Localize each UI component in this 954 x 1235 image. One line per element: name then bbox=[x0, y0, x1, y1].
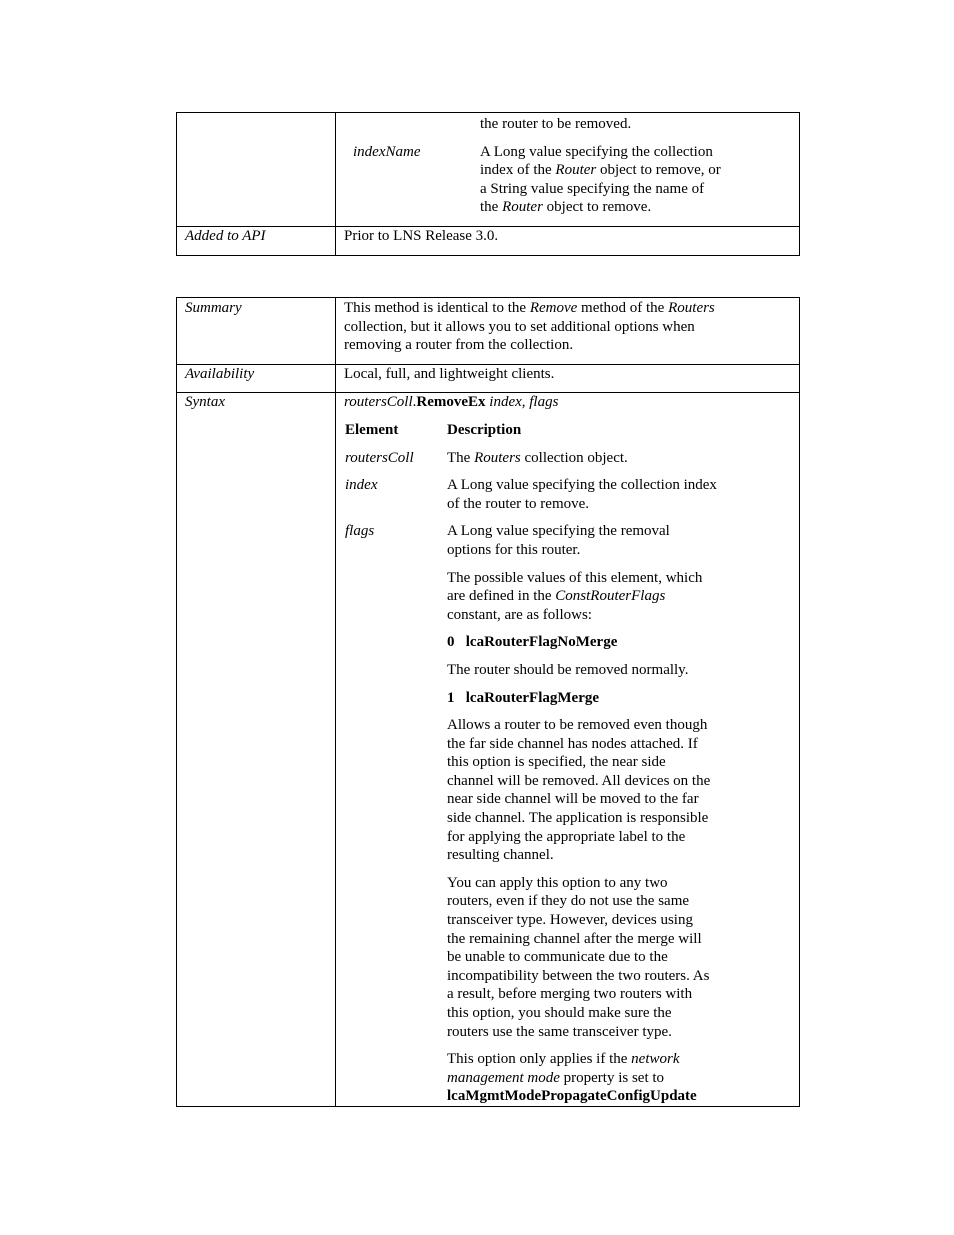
flag-0-heading: 0 lcaRouterFlagNoMerge bbox=[447, 634, 618, 651]
element-row-flags bbox=[336, 522, 791, 1106]
availability-text: Local, full, and lightweight clients. bbox=[344, 365, 555, 382]
flag-1-compatibility-note: You can apply this option to any two routers, even if they do not use the same transceiver type. However, devices using the remaining channel after the merge will be unable to communicate due to the incompatibility between the two routers. As a result, before merging two routers with this option, you should make sure the routers use the same transceiver type. bbox=[447, 874, 710, 1040]
method-table bbox=[176, 297, 800, 1107]
row-value: Prior to LNS Release 3.0. bbox=[344, 227, 499, 244]
flag-1-heading: 1 lcaRouterFlagMerge bbox=[447, 689, 600, 706]
summary-text: This method is identical to the Remove method of the Routers collection, but it allows you to set additional options when removing a router from the collection. bbox=[344, 300, 715, 354]
row-label-empty bbox=[177, 113, 336, 226]
element-row-routerscoll bbox=[336, 449, 791, 468]
element-name: indexName bbox=[353, 143, 421, 160]
flag-0-description: The router should be removed normally. bbox=[447, 661, 689, 678]
flag-1-mode-note: This option only applies if the network management mode property is set to lcaMgmtModePropagateConfigUpdate bbox=[447, 1051, 697, 1105]
element-description: A Long value specifying the collection index of the router to remove. bbox=[447, 477, 717, 512]
element-row-indexname bbox=[336, 143, 799, 217]
syntax-content bbox=[336, 393, 799, 1106]
row-label: Availability bbox=[177, 365, 336, 393]
parameter-table-continued bbox=[176, 112, 800, 256]
element-description: A Long value specifying the removal options for this router. The possible values of this element, which are defined in the ConstRouterFlags constant, are as follows: 0 lcaRouterFlagNoMerge The router should be removed normally. 1 lcaRouterFlagMerge Allows a router to be removed even though the far side channel has nodes attached. If this option is specified, the near side channel will be removed. All devices on the near side channel will be moved to the far side channel. The application is responsible for applying the appropriate label to the resulting channel. You can apply this option to any two routers, even if they do not use the same transceiver type. However, devices using the remaining channel after the merge will be unable to communicate due to the incompatibility between the two routers. As a result, before merging two routers with this option, you should make sure the routers use the same transceiver type. This option only applies if the network management mode property is set to lcaMgmtModePropagateConfigUpdate bbox=[447, 522, 791, 1106]
flag-1-description: Allows a router to be removed even though the far side channel has nodes attached. If this option is specified, the near side channel will be removed. All devices on the near side channel will be moved to the far side channel. The application is responsible for applying the appropriate label to the resulting channel. bbox=[447, 717, 711, 864]
element-header-row bbox=[336, 421, 791, 440]
row-label: Summary bbox=[177, 298, 336, 364]
row-value bbox=[336, 113, 799, 226]
element-row-index bbox=[336, 476, 791, 513]
row-label: Syntax bbox=[177, 393, 336, 1106]
description-header: Description bbox=[447, 421, 522, 438]
element-header: Element bbox=[345, 421, 399, 438]
element-name: index bbox=[345, 477, 378, 494]
element-name: flags bbox=[345, 523, 375, 540]
element-description: A Long value specifying the collection index of the Router object to remove, or a String value specifying the name of the Router object to remove. bbox=[480, 143, 721, 216]
continued-text: the router to be removed. bbox=[480, 116, 632, 132]
table-row-summary bbox=[177, 298, 799, 364]
syntax-line: routersColl.RemoveEx index, flags bbox=[344, 394, 559, 411]
table-row bbox=[177, 226, 799, 255]
element-description: The Routers collection object. bbox=[447, 449, 628, 466]
element-name: routersColl bbox=[345, 449, 414, 466]
row-label: Added to API bbox=[177, 227, 336, 255]
table-row-availability bbox=[177, 364, 799, 393]
table-row-syntax bbox=[177, 392, 799, 1106]
table-row bbox=[177, 113, 799, 226]
